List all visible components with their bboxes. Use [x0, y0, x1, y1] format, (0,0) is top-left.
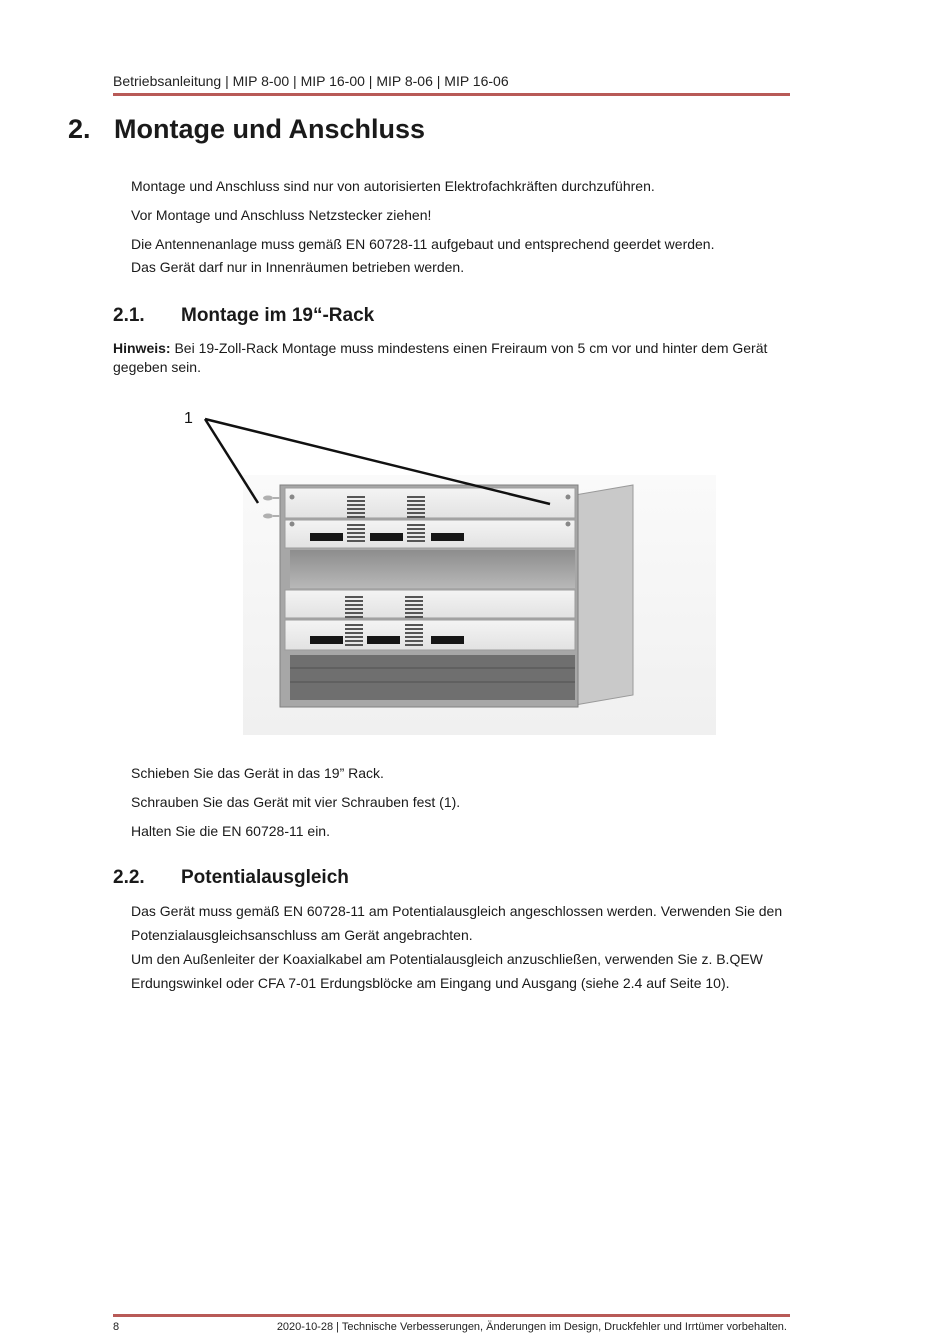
paragraph-line: Das Gerät muss gemäß EN 60728-11 am Potentialausgleich angeschlossen werden. Verwenden Sie den [131, 903, 783, 919]
section-title: Montage und Anschluss [114, 114, 426, 144]
paragraph-line: Erdungswinkel oder CFA 7-01 Erdungsblöcke am Eingang und Ausgang (siehe 2.4 auf Seite 10). [131, 975, 730, 991]
paragraph: Das Gerät darf nur in Innenräumen betrieben werden. [131, 259, 465, 275]
section-number: 2. [68, 114, 91, 144]
device-unit-top [285, 488, 575, 518]
note-text: Bei 19-Zoll-Rack Montage muss mindestens einen Freiraum von 5 cm vor und hinter dem Gerät [170, 340, 768, 356]
callout-label: 1 [184, 410, 193, 427]
note-label: Hinweis: [113, 340, 171, 356]
subsection-title: Potentialausgleich [181, 867, 349, 888]
subsection-number: 2.1. [113, 305, 145, 326]
step: Halten Sie die EN 60728-11 ein. [131, 823, 330, 839]
device-unit-bottom [285, 590, 575, 618]
device-unit-bottom-lower [285, 620, 575, 650]
header-rule [113, 93, 790, 96]
footer-notice: 2020-10-28 | Technische Verbesserungen, Änderungen im Design, Druckfehler und Irrtümer vorbehalten. [276, 1321, 787, 1333]
rack-cavity [290, 550, 575, 588]
paragraph: Montage und Anschluss sind nur von autorisierten Elektrofachkräften durchzuführen. [131, 178, 655, 194]
callout-leader-left [205, 419, 258, 503]
device-unit-top-lower [285, 520, 575, 548]
paragraph: Die Antennenanlage muss gemäß EN 60728-11 aufgebaut und entsprechend geerdet werden. [131, 236, 715, 252]
paragraph: Vor Montage und Anschluss Netzstecker ziehen! [131, 207, 432, 223]
note-line [113, 340, 767, 356]
paragraph-line: Potenzialausgleichsanschluss am Gerät angebrachten. [131, 927, 473, 943]
step: Schrauben Sie das Gerät mit vier Schrauben fest (1). [131, 794, 461, 810]
rack-figure [180, 400, 720, 740]
step: Schieben Sie das Gerät in das 19” Rack. [131, 765, 384, 781]
note-line-continued: gegeben sein. [113, 359, 201, 375]
paragraph-line: Um den Außenleiter der Koaxialkabel am Potentialausgleich anzuschließen, verwenden Sie z. B.QEW [131, 951, 763, 967]
rack-side-panel [575, 485, 633, 705]
running-header: Betriebsanleitung | MIP 8-00 | MIP 16-00 | MIP 8-06 | MIP 16-06 [113, 73, 509, 89]
page-number: 8 [113, 1321, 120, 1333]
subsection-title: Montage im 19“-Rack [181, 305, 375, 326]
subsection-number: 2.2. [113, 867, 145, 888]
footer-rule [113, 1314, 790, 1317]
rack-bottom-cavity [290, 655, 575, 700]
